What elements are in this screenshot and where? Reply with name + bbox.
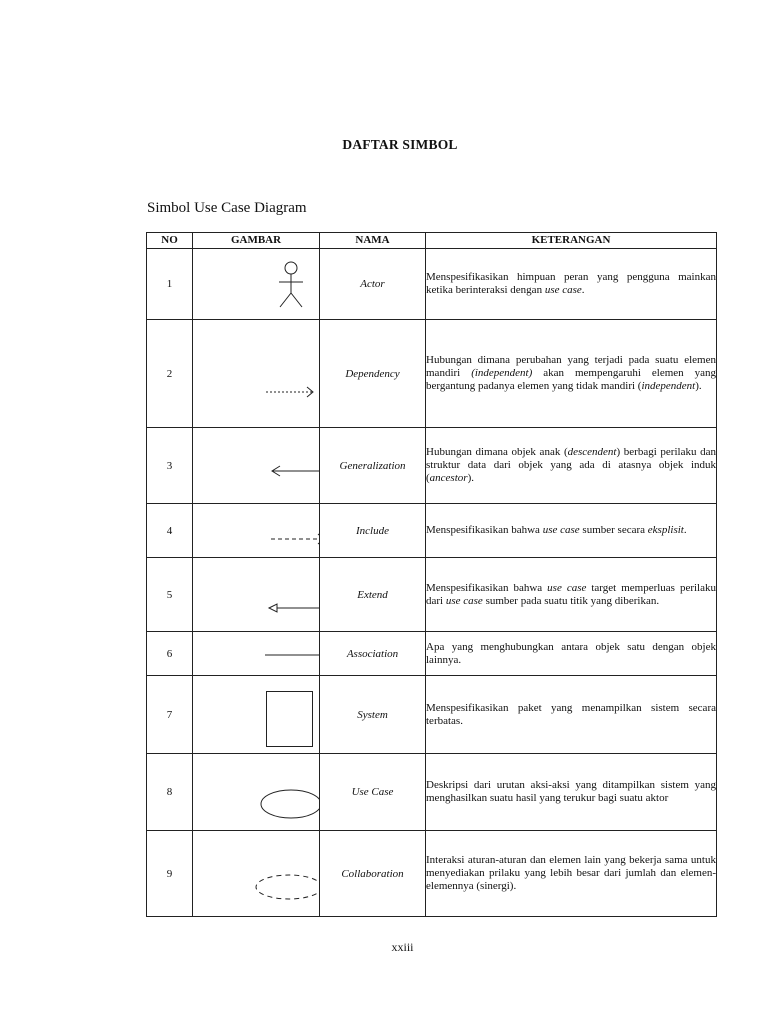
description-text: Menspesifikasikan bahwa	[426, 524, 543, 536]
include-arrow-icon	[193, 506, 319, 556]
page-title: DAFTAR SIMBOL	[342, 137, 458, 152]
description-text: Apa yang menghubungkan antara objek satu dengan objek lainnya.	[426, 640, 716, 666]
description-text: ) berbagi perilaku dan struktur data dari objek yang ada di atasnya objek induk (	[426, 446, 716, 484]
description-text: sumber secara	[579, 524, 648, 536]
italic-term: use case	[542, 524, 580, 536]
italic-term: use case	[544, 284, 582, 296]
table-row	[147, 676, 717, 754]
symbol-name: Generalization	[320, 428, 426, 504]
symbol-description	[426, 676, 717, 754]
symbol-cell	[193, 504, 320, 558]
symbol-table	[146, 232, 717, 917]
row-number: 5	[147, 558, 193, 632]
use-case-ellipse-icon	[193, 754, 319, 830]
italic-term: ancestor	[429, 472, 468, 484]
generalization-arrow-icon	[193, 436, 319, 496]
page-number: xxiii	[391, 940, 414, 954]
description-text: ).	[467, 472, 474, 484]
symbol-cell	[193, 558, 320, 632]
description-text: Hubungan dimana perubahan yang terjadi pada suatu elemen mandiri	[426, 354, 716, 379]
symbol-description	[426, 754, 717, 831]
description-text: .	[683, 524, 687, 536]
row-number: 2	[147, 320, 193, 428]
symbol-description	[426, 558, 717, 632]
header-keterangan: KETERANGAN	[426, 233, 717, 249]
row-number: 6	[147, 632, 193, 676]
system-rectangle-icon	[193, 677, 319, 753]
table-row	[147, 632, 717, 676]
table-row	[147, 558, 717, 632]
symbol-name: Collaboration	[320, 831, 426, 917]
row-number: 3	[147, 428, 193, 504]
description-text: akan mempengaruhi elemen yang bergantung padanya elemen yang tidak mandiri (	[426, 367, 717, 392]
actor-icon	[193, 254, 319, 314]
table-row	[147, 428, 717, 504]
symbol-name: Association	[320, 632, 426, 676]
row-number: 9	[147, 831, 193, 917]
description-text: ).	[695, 380, 702, 392]
symbol-name: Actor	[320, 249, 426, 320]
italic-term: use case	[547, 581, 587, 594]
row-number: 1	[147, 249, 193, 320]
header-no: NO	[147, 233, 193, 249]
table-row	[147, 754, 717, 831]
table-row	[147, 831, 717, 917]
description-text: Interaksi aturan-aturan dan elemen lain yang bekerja sama untuk menyediakan prilaku yang lebih besar dari jumlah dan elemen-elemennya (sinergi).	[426, 854, 716, 892]
symbol-name: Dependency	[320, 320, 426, 428]
italic-term: eksplisit	[647, 524, 684, 536]
table-row	[147, 504, 717, 558]
description-text: target memperluas perilaku dari	[426, 581, 716, 607]
symbol-description	[426, 831, 717, 917]
symbol-name: System	[320, 676, 426, 754]
row-number: 7	[147, 676, 193, 754]
dependency-arrow-icon	[193, 329, 319, 419]
description-text: Menspesifikasikan paket yang menampilkan sistem secara terbatas.	[426, 701, 716, 727]
description-text: Hubungan dimana objek anak (	[426, 446, 568, 458]
symbol-cell	[193, 320, 320, 428]
table-row	[147, 320, 717, 428]
symbol-cell	[193, 249, 320, 320]
symbol-description	[426, 428, 717, 504]
symbol-name: Extend	[320, 558, 426, 632]
symbol-description	[426, 632, 717, 676]
symbol-cell	[193, 754, 320, 831]
symbol-name: Use Case	[320, 754, 426, 831]
header-gambar: GAMBAR	[193, 233, 320, 249]
italic-term: independent	[641, 380, 696, 392]
description-text: Deskripsi dari urutan aksi-aksi yang ditampilkan sistem yang menghasilkan suatu hasil yang terukur bagi suatu aktor	[426, 779, 716, 804]
symbol-description	[426, 249, 717, 320]
row-number: 4	[147, 504, 193, 558]
italic-term: (independent)	[471, 367, 533, 379]
symbol-description	[426, 320, 717, 428]
symbol-cell	[193, 632, 320, 676]
italic-term: descendent	[567, 446, 617, 458]
description-text: .	[581, 284, 585, 296]
section-title: Simbol Use Case Diagram	[147, 200, 307, 216]
symbol-name: Include	[320, 504, 426, 558]
italic-term: use case	[445, 594, 483, 607]
symbol-cell	[193, 676, 320, 754]
symbol-cell	[193, 831, 320, 917]
description-text: Menspesifikasikan himpuan peran yang pengguna mainkan ketika berinteraksi dengan	[426, 271, 716, 296]
symbol-cell	[193, 428, 320, 504]
table-row	[147, 249, 717, 320]
description-text: sumber pada suatu titik yang diberikan.	[482, 594, 660, 607]
extend-arrow-icon	[193, 560, 319, 630]
association-line-icon	[193, 634, 319, 674]
row-number: 8	[147, 754, 193, 831]
description-text: Menspesifikasikan bahwa	[426, 581, 548, 594]
collaboration-dashed-ellipse-icon	[193, 832, 319, 916]
table-header-row	[147, 233, 717, 249]
symbol-description	[426, 504, 717, 558]
header-nama: NAMA	[320, 233, 426, 249]
